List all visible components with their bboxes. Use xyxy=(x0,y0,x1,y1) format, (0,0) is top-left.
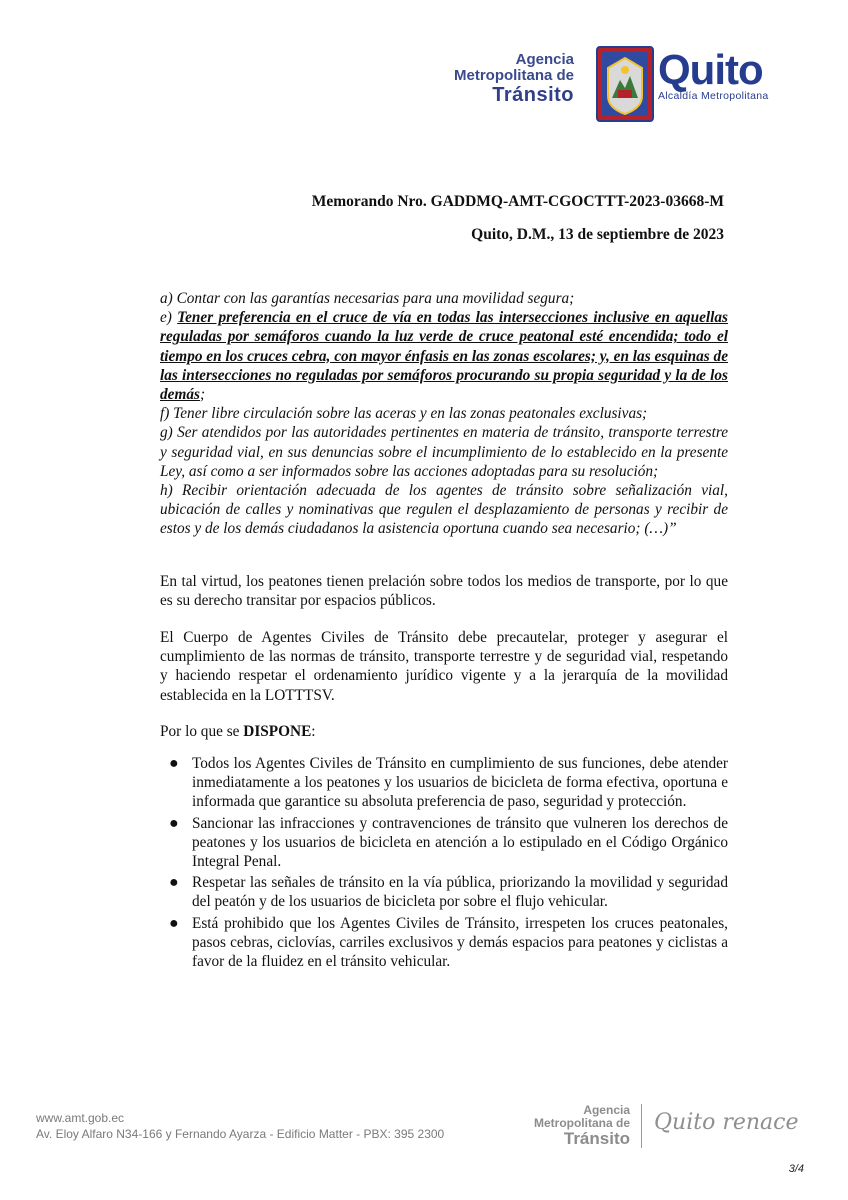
bullet-icon: ● xyxy=(169,755,179,772)
memo-date: Quito, D.M., 13 de septiembre de 2023 xyxy=(471,226,724,243)
city-crest-icon xyxy=(596,46,654,122)
list-item-text: Respetar las señales de tránsito en la vía pública, priorizando la movilidad y seguridad del peatón y de los usuarios de bicicleta por sobre el flujo vehicular. xyxy=(192,874,728,911)
footer-website: www.amt.gob.ec xyxy=(36,1111,125,1125)
bullet-icon: ● xyxy=(169,874,179,892)
amt-logo-line1: Agencia xyxy=(515,51,574,68)
list-item xyxy=(160,873,728,911)
list-item xyxy=(160,814,728,872)
footer-amt-logo xyxy=(508,1104,630,1148)
footer-slogan: Quito renace xyxy=(654,1110,799,1135)
bullet-icon: ● xyxy=(169,814,179,832)
memo-number: Memorando Nro. GADDMQ-AMT-CGOCTTT-2023-03668-M xyxy=(311,193,724,210)
quito-subtitle: Alcaldía Metropolitana xyxy=(658,90,769,102)
quote-item-h: h) Recibir orientación adecuada de los agentes de tránsito sobre señalización vial, ubicación de calles y nominativas que regulen el desplazamiento de personas y recibir de estos y de los demás ciudadanos la asistencia oportuna cuando sea necesario; (…)” xyxy=(160,482,728,538)
quoted-rights xyxy=(160,289,728,539)
bullet-icon: ● xyxy=(169,914,179,932)
amt-logo-line3: Tránsito xyxy=(492,84,574,106)
footer-amt-line1: Agencia xyxy=(583,1103,630,1117)
quote-item-a: a) Contar con las garantías necesarias para una movilidad segura; xyxy=(160,290,575,307)
quote-item-g: g) Ser atendidos por las autoridades pertinentes en materia de tránsito, transporte terrestre y seguridad vial, en sus denuncias sobre el incumplimiento de lo establecido en la presente Ley, así como a ser informados sobre las acciones adoptadas para su resolución; xyxy=(160,424,728,480)
dispone-prefix: Por lo que se xyxy=(160,723,244,740)
list-item-text: Está prohibido que los Agentes Civiles de Tránsito, irrespeten los cruces peatonales, pasos cebras, ciclovías, carriles exclusivos y demás espacios para peatones y ciclistas a favor de la fluidez en el tránsito vehicular. xyxy=(192,914,728,971)
quote-item-e-prefix: e) xyxy=(160,309,178,327)
quote-item-e xyxy=(160,308,728,404)
dispone-suffix: : xyxy=(311,723,316,740)
quito-logo xyxy=(658,46,769,102)
list-item-text: Sancionar las infracciones y contravenciones de tránsito que vulneren los derechos de peatones y los usuarios de bicicleta en atención a lo estipulado en el Código Orgánico Integral Penal. xyxy=(192,814,728,871)
footer-amt-line3: Tránsito xyxy=(563,1129,630,1148)
quote-item-e-suffix: ; xyxy=(199,386,206,404)
dispone-list xyxy=(160,754,728,973)
footer-contact xyxy=(36,1110,444,1142)
amt-logo xyxy=(424,52,574,106)
footer-divider xyxy=(641,1104,642,1148)
paragraph-cuerpo-agentes: El Cuerpo de Agentes Civiles de Tránsito debe precautelar, proteger y asegurar el cumplimiento de las normas de tránsito, transporte terrestre y de seguridad vial, respetando y haciendo respetar el ordenamiento jurídico vigente y a la jerarquía de la movilidad establecida en la LOTTTSV. xyxy=(160,629,728,704)
footer-address: Av. Eloy Alfaro N34-166 y Fernando Ayarza - Edificio Matter - PBX: 395 2300 xyxy=(36,1127,445,1141)
paragraph-dispone xyxy=(160,722,728,741)
paragraph-prelacion: En tal virtud, los peatones tienen prelación sobre todos los medios de transporte, por lo que es su derecho transitar por espacios públicos. xyxy=(160,573,728,610)
page-number: 3/4 xyxy=(788,1163,804,1175)
footer-amt-line2: Metropolitana de xyxy=(533,1116,630,1130)
list-item xyxy=(160,754,728,812)
amt-logo-line2: Metropolitana de xyxy=(453,67,574,84)
quito-wordmark: Quito xyxy=(658,46,763,93)
list-item-text: Todos los Agentes Civiles de Tránsito en cumplimiento de sus funciones, debe atender inmediatamente a los peatones y los usuarios de bicicleta de forma efectiva, oportuna e informada que garantice su absoluta preferencia de paso, seguridad y protección. xyxy=(192,755,728,811)
quote-item-e-highlight: Tener preferencia en el cruce de vía en todas las intersecciones inclusive en aquellas reguladas por semáforos cuando la luz verde de cruce peatonal esté encendida; todo el tiempo en los cruces cebra, con mayor énfasis en las zonas escolares; y, en las esquinas de las intersecciones no reguladas por semáforos procurando su propia seguridad y la de los demás xyxy=(160,309,728,404)
dispone-bold: DISPONE xyxy=(243,723,312,740)
quote-item-f: f) Tener libre circulación sobre las aceras y en las zonas peatonales exclusivas; xyxy=(160,405,648,423)
list-item xyxy=(160,914,728,972)
